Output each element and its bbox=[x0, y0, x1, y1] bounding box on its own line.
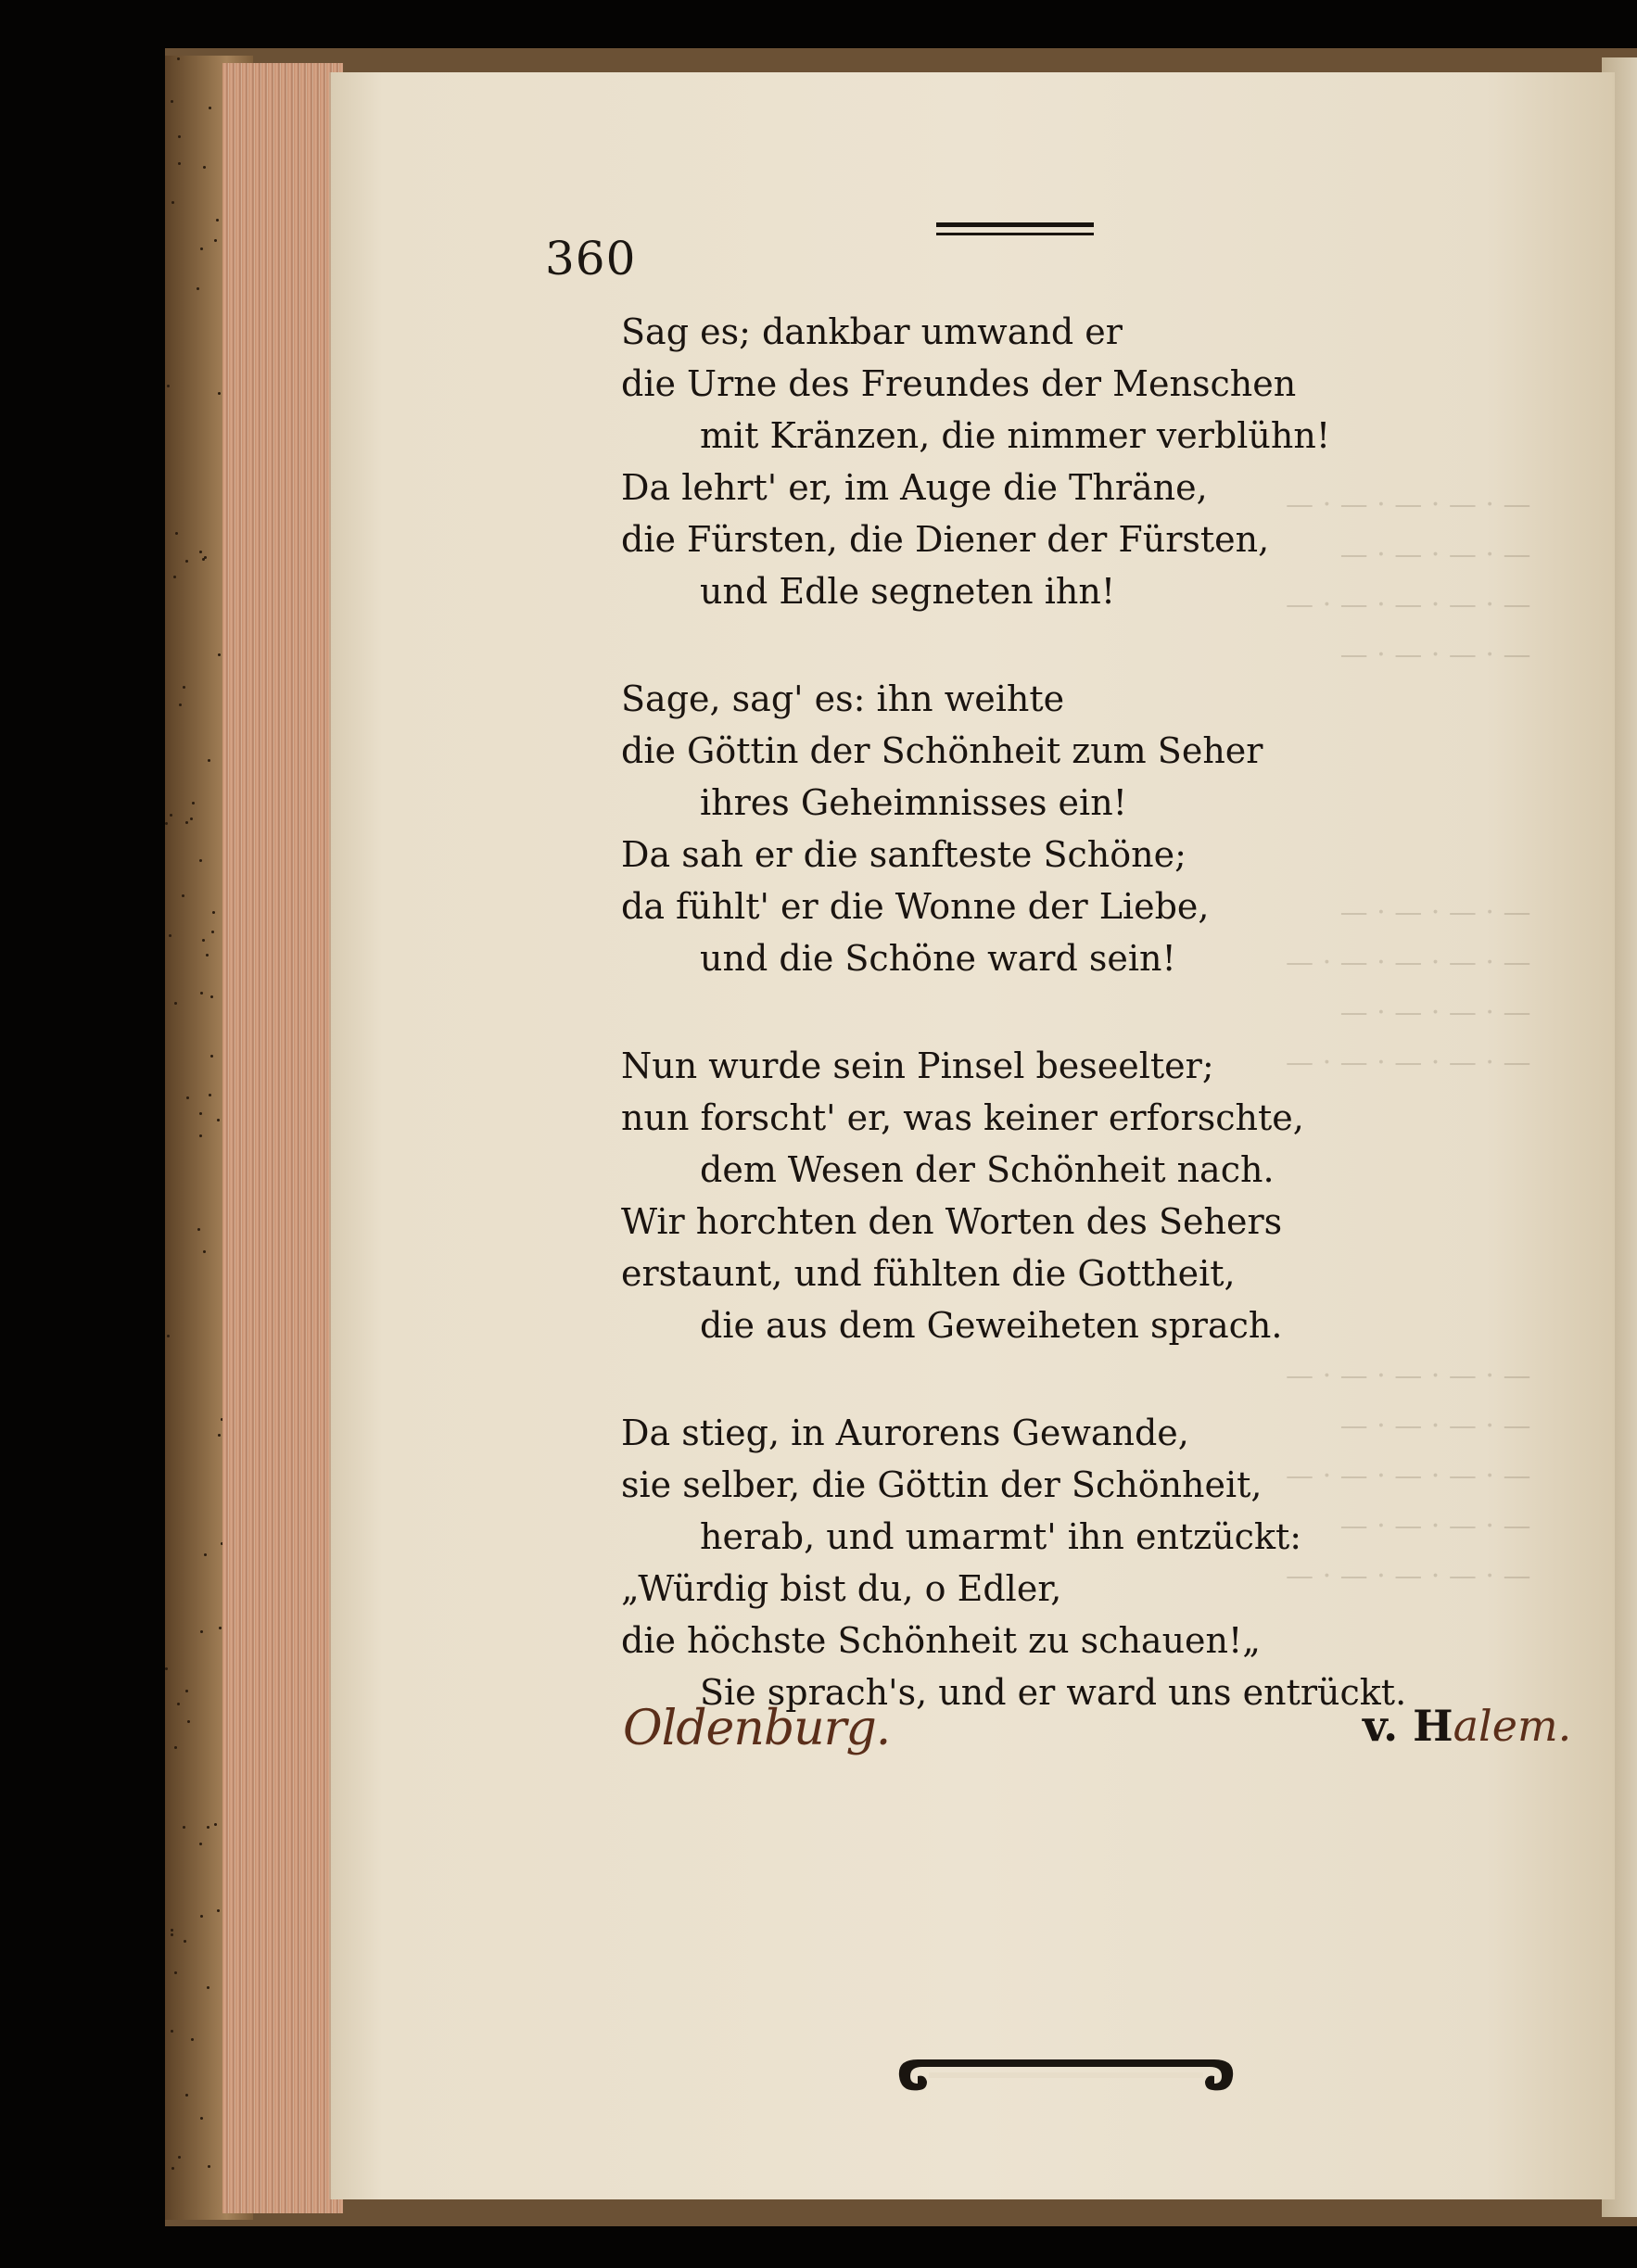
spine-speck bbox=[217, 1909, 220, 1912]
ornament-tailpiece bbox=[890, 2039, 1242, 2104]
poem-line: und die Schöne ward sein! bbox=[700, 938, 1176, 979]
spine-speck bbox=[184, 1940, 186, 1943]
poem-line: sie selber, die Göttin der Schönheit, bbox=[621, 1464, 1263, 1505]
spine-speck bbox=[211, 931, 214, 933]
poem-line: die Fürsten, die Diener der Fürsten, bbox=[621, 519, 1270, 560]
spine-speck bbox=[169, 934, 171, 937]
spine-speck bbox=[199, 1134, 202, 1137]
spine-speck bbox=[174, 1746, 177, 1749]
author-printed: v. H bbox=[1363, 1701, 1453, 1751]
show-through-texture: — · — · — · — · — — · — · — · — — · — · — · — · — — · — · — · — bbox=[1286, 488, 1531, 671]
spine-speck bbox=[200, 992, 203, 995]
spine-speck bbox=[177, 57, 180, 60]
page-edges bbox=[222, 63, 343, 2213]
spine-speck bbox=[203, 166, 206, 169]
spine-speck bbox=[209, 107, 211, 109]
spine-speck bbox=[185, 2094, 188, 2097]
spine-speck bbox=[177, 1703, 180, 1705]
stanza bbox=[621, 673, 1455, 984]
spine-speck bbox=[178, 2156, 181, 2159]
spine-speck bbox=[200, 1915, 203, 1918]
spine-speck bbox=[174, 1002, 177, 1005]
poem-line: erstaunt, und fühlten die Gottheit, bbox=[621, 1253, 1236, 1294]
spine-speck bbox=[206, 954, 209, 957]
poem-line: und Edle segneten ihn! bbox=[700, 571, 1116, 612]
poem-line: die aus dem Geweiheten sprach. bbox=[700, 1305, 1283, 1346]
spine-speck bbox=[199, 1843, 202, 1845]
poem-line: Wir horchten den Worten des Sehers bbox=[621, 1201, 1283, 1242]
spine-speck bbox=[171, 1933, 173, 1936]
spine-speck bbox=[204, 1553, 207, 1556]
spine-speck bbox=[218, 1434, 221, 1437]
stanza bbox=[621, 306, 1455, 617]
spine-speck bbox=[218, 392, 221, 395]
handwritten-place-signature: Oldenburg. bbox=[623, 1701, 891, 1756]
spine-speck bbox=[202, 558, 205, 561]
spine-speck bbox=[185, 821, 188, 824]
stanza bbox=[621, 1407, 1455, 1718]
show-through-texture: — · — · — · — — · — · — · — · — — · — · — · — — · — · — · — · — bbox=[1286, 896, 1531, 1079]
spine-speck bbox=[199, 1112, 202, 1115]
poem-line: Sage, sag' es: ihn weihte bbox=[621, 678, 1065, 719]
spine-speck bbox=[178, 135, 181, 138]
spine-speck bbox=[167, 385, 170, 387]
poem-line: die Urne des Freundes der Menschen bbox=[621, 363, 1297, 404]
spine-speck bbox=[209, 1094, 211, 1096]
spine-speck bbox=[174, 1971, 177, 1974]
spine-speck bbox=[185, 560, 188, 563]
spine-speck bbox=[214, 239, 217, 242]
spine-speck bbox=[197, 287, 199, 290]
spine-speck bbox=[171, 2030, 173, 2033]
spine-speck bbox=[191, 2038, 194, 2041]
spine-speck bbox=[200, 1630, 203, 1633]
poem-line: Sag es; dankbar umwand er bbox=[621, 311, 1123, 352]
spine-speck bbox=[218, 653, 221, 656]
spine-speck bbox=[171, 201, 174, 204]
spine-speck bbox=[202, 939, 205, 942]
spine-speck bbox=[207, 1826, 209, 1829]
poem-line: Da lehrt' er, im Auge die Thräne, bbox=[621, 467, 1208, 508]
author-handwritten: alem. bbox=[1453, 1701, 1572, 1751]
spine-speck bbox=[167, 1335, 170, 1337]
poem-line: die höchste Schönheit zu schauen!„ bbox=[621, 1620, 1261, 1661]
page-number: 360 bbox=[545, 232, 637, 285]
spine-speck bbox=[199, 859, 202, 862]
poem-line: Nun wurde sein Pinsel beseelter; bbox=[621, 1045, 1214, 1086]
spine-speck bbox=[208, 2165, 210, 2168]
spine-speck bbox=[185, 1690, 188, 1692]
spine-speck bbox=[187, 1720, 190, 1723]
spine-speck bbox=[173, 576, 176, 578]
author-attribution bbox=[1363, 1701, 1571, 1751]
poem-line: „Würdig bist du, o Edler, bbox=[621, 1568, 1062, 1609]
poem-line: Da sah er die sanfteste Schöne; bbox=[621, 834, 1187, 875]
poem-line: ihres Geheimnisses ein! bbox=[700, 782, 1127, 823]
spine-speck bbox=[212, 911, 215, 914]
header-rule bbox=[936, 222, 1094, 248]
poem-line: herab, und umarmt' ihn entzückt: bbox=[700, 1516, 1302, 1557]
poem-text bbox=[621, 306, 1455, 1774]
spine-speck bbox=[192, 802, 195, 805]
spine-speck bbox=[171, 1929, 173, 1932]
spine-speck bbox=[171, 100, 173, 103]
spine-speck bbox=[165, 1667, 168, 1670]
spine-speck bbox=[190, 817, 193, 820]
spine-speck bbox=[179, 703, 182, 706]
spine-speck bbox=[200, 247, 203, 250]
spine-speck bbox=[186, 1096, 189, 1099]
spine-speck bbox=[200, 2117, 203, 2120]
show-through-texture: — · — · — · — · — — · — · — · — — · — · — · — · — — · — · — · — — · — · — · — · — bbox=[1286, 1360, 1531, 1592]
spine-speck bbox=[219, 1627, 222, 1629]
spine-speck bbox=[217, 1119, 220, 1121]
spine-speck bbox=[175, 532, 178, 535]
spine-speck bbox=[171, 2167, 174, 2170]
stanza bbox=[621, 1040, 1455, 1351]
spine-speck bbox=[165, 822, 168, 825]
spine-speck bbox=[207, 1986, 209, 1989]
spine-speck bbox=[170, 814, 172, 817]
spine-speck bbox=[183, 1826, 185, 1829]
poem-line: Da stieg, in Aurorens Gewande, bbox=[621, 1413, 1189, 1453]
poem-line: die Göttin der Schönheit zum Seher bbox=[621, 730, 1263, 771]
spine-speck bbox=[208, 759, 210, 762]
spine-speck bbox=[199, 551, 202, 553]
spine-speck bbox=[197, 1228, 200, 1231]
poem-line: nun forscht' er, was keiner erforschte, bbox=[621, 1097, 1304, 1138]
spine-speck bbox=[210, 1055, 213, 1058]
spine-speck bbox=[214, 1823, 217, 1826]
spine-speck bbox=[178, 162, 181, 165]
poem-line: Sie sprach's, und er ward uns entrückt. bbox=[700, 1672, 1407, 1713]
spine-speck bbox=[210, 995, 213, 998]
poem-line: dem Wesen der Schönheit nach. bbox=[700, 1149, 1275, 1190]
spine-speck bbox=[203, 1250, 206, 1253]
poem-line: da fühlt' er die Wonne der Liebe, bbox=[621, 886, 1210, 927]
spine-speck bbox=[182, 894, 184, 897]
spine-speck bbox=[216, 219, 219, 222]
spine-speck bbox=[183, 686, 185, 689]
poem-line: mit Kränzen, die nimmer verblühn! bbox=[700, 415, 1331, 456]
